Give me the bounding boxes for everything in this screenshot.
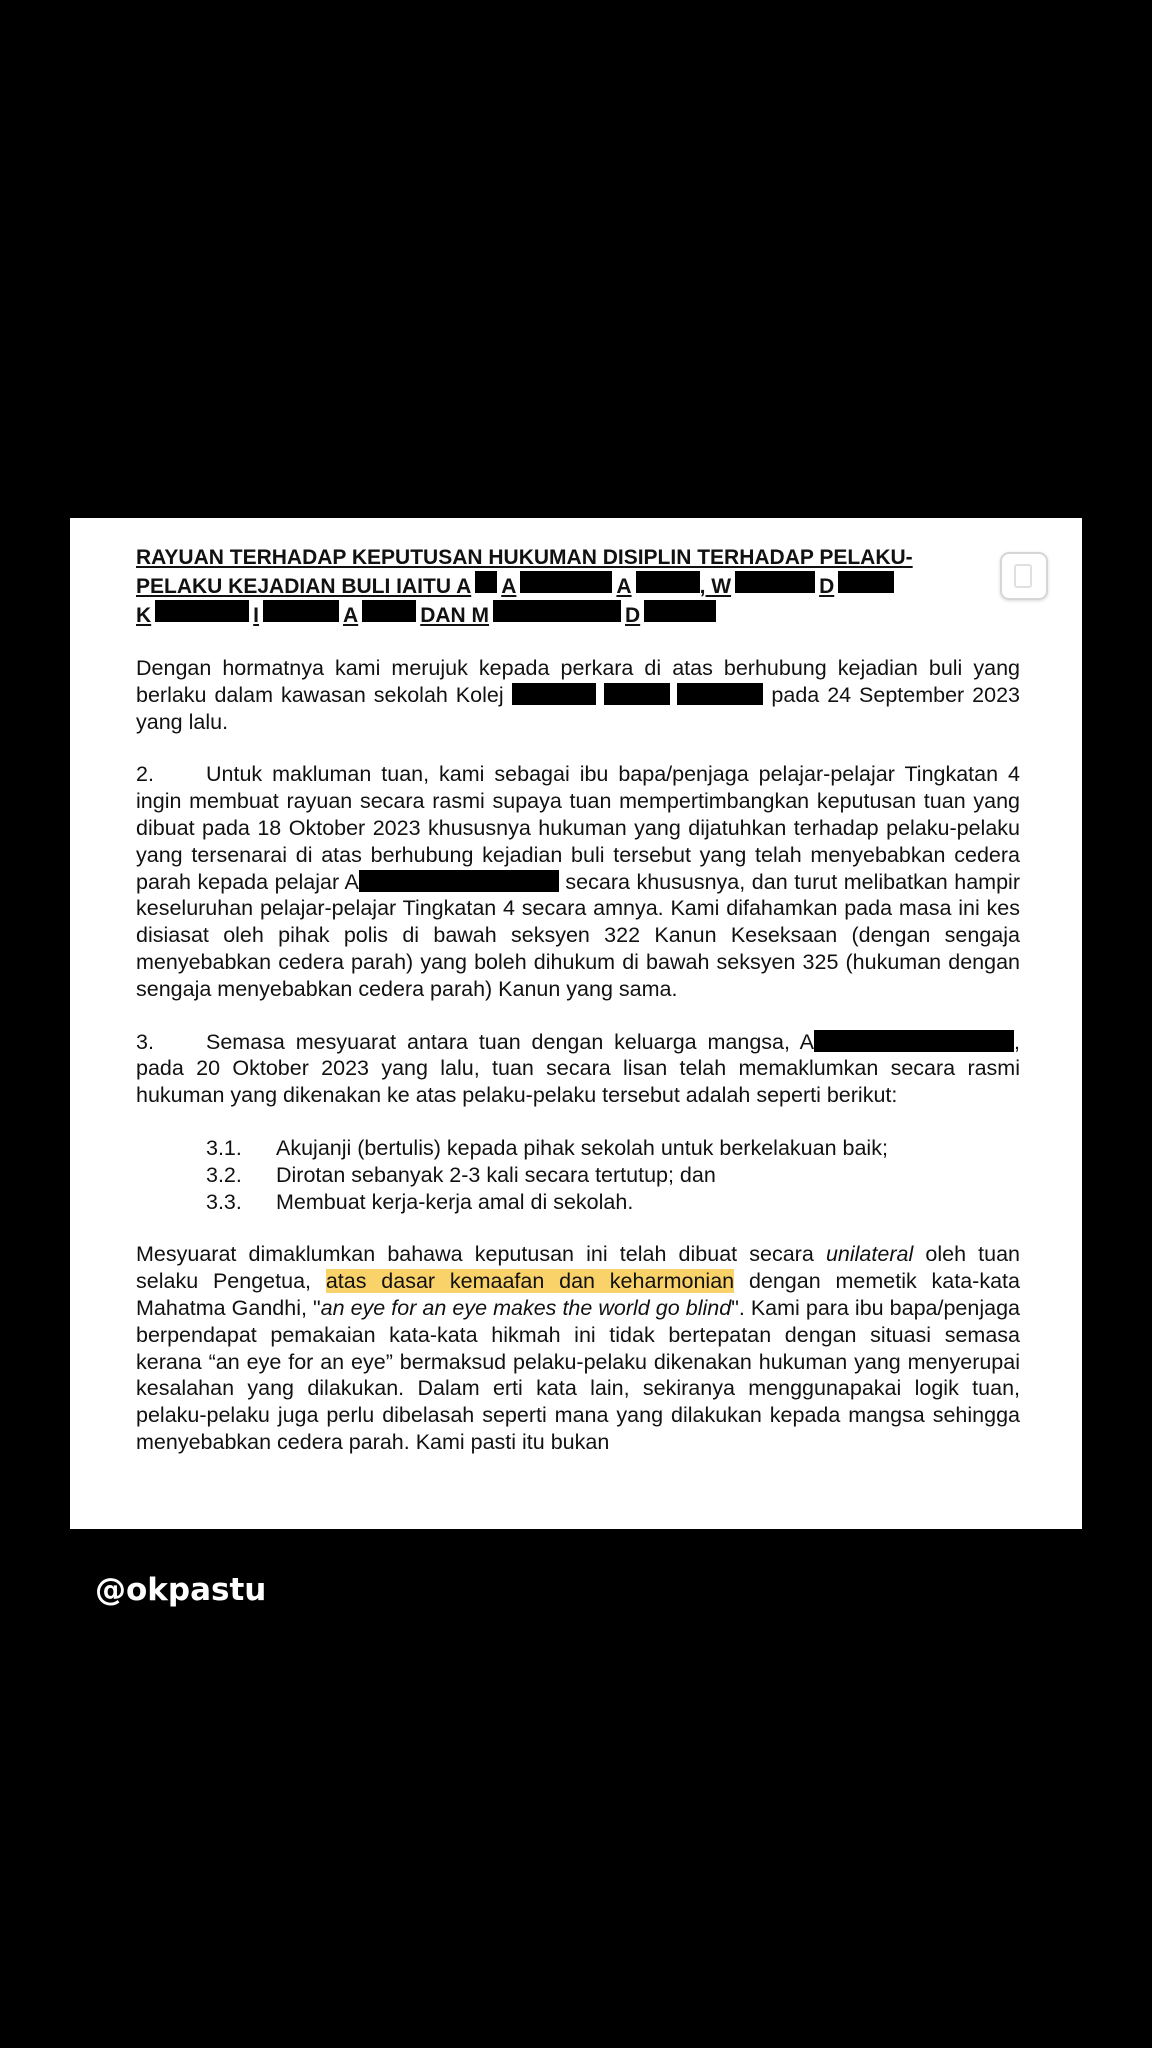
title-line-2 bbox=[136, 571, 1020, 600]
live-text-icon[interactable] bbox=[1000, 552, 1048, 600]
redaction-block bbox=[636, 571, 700, 593]
paragraph-2: 2. Untuk makluman tuan, kami sebagai ibu bapa/penjaga pelajar-pelajar Tingkatan 4 ingin membuat rayuan secara rasmi supaya tuan mempertimbangkan keputusan tuan yang dibuat pada 18 Oktober 2023 khususnya hukuman yang dijatuhkan terhadap pelaku-pelaku yang tersenarai di atas berhubung kejadian buli tersebut yang telah menyebabkan cedera parah kepada pelajar A secara khususnya, dan turut melibatkan hampir keseluruhan pelajar-pelajar Tingkatan 4 secara amnya. Kami difahamkan pada masa ini kes disiasat oleh pihak polis di bawah seksyen 322 Kanun Keseksaan (dengan sengaja menyebabkan cedera parah) yang boleh dihukum di bawah seksyen 325 (hukuman dengan sengaja menyebabkan cedera parah) Kanun yang sama. bbox=[136, 762, 1020, 1001]
title-text-3a: K bbox=[136, 604, 152, 627]
paragraph-1: Dengan hormatnya kami merujuk kepada perkara di atas berhubung kejadian buli yang berlaku dalam kawasan sekolah Kolej pada 24 September 2023 yang lalu. bbox=[136, 656, 1020, 734]
title-text-2a: PELAKU KEJADIAN BULI IAITU A bbox=[136, 575, 472, 598]
redaction-block bbox=[814, 1030, 1014, 1052]
title-text-3d: DAN M bbox=[420, 604, 490, 627]
redaction-block bbox=[475, 571, 497, 593]
penalty-list bbox=[206, 1135, 1020, 1215]
list-item: 3.3. Membuat kerja-kerja amal di sekolah. bbox=[206, 1189, 634, 1214]
title-line-1 bbox=[136, 545, 1020, 571]
paragraph-4: Mesyuarat dimaklumkan bahawa keputusan ini telah dibuat secara unilateral oleh tuan selaku Pengetua, atas dasar kemaafan dan keharmonian dengan memetik kata-kata Mahatma Gandhi, "an eye for an eye makes the world go blind". Kami para ibu bapa/penjaga berpendapat pemakaian kata-kata hikmah ini tidak bertepatan dengan situasi semasa kerana “an eye for an eye” bermaksud pelaku-pelaku dikenakan hukuman yang menyerupai kesalahan yang dilakukan. Dalam erti kata lain, sekiranya menggunapakai logik tuan, pelaku-pelaku juga perlu dibelasah seperti mana yang dilakukan kepada mangsa sehingga menyebabkan cedera parah. Kami pasti itu bukan bbox=[136, 1242, 1021, 1454]
highlighted-text: atas dasar kemaafan dan keharmonian bbox=[325, 1269, 735, 1294]
redaction-block bbox=[512, 683, 596, 705]
document-title bbox=[136, 545, 1020, 629]
title-text-2e: D bbox=[819, 575, 835, 598]
redaction-block bbox=[677, 683, 763, 705]
title-text-2d: , W bbox=[699, 575, 732, 598]
redaction-block bbox=[644, 600, 716, 622]
paragraph-3: 3. Semasa mesyuarat antara tuan dengan keluarga mangsa, A , pada 20 Oktober 2023 yang lalu, tuan secara lisan telah memaklumkan secara rasmi hukuman yang dikenakan ke atas pelaku-pelaku tersebut adalah seperti berikut: bbox=[136, 1029, 1020, 1108]
redaction-block bbox=[263, 600, 339, 622]
list-item: 3.1. Akujanji (bertulis) kepada pihak sekolah untuk berkelakuan baik; bbox=[206, 1135, 888, 1160]
redaction-block bbox=[604, 683, 670, 705]
title-text-2c: A bbox=[616, 575, 632, 598]
title-text-1: RAYUAN TERHADAP KEPUTUSAN HUKUMAN DISIPLIN TERHADAP PELAKU- bbox=[136, 546, 913, 569]
redaction-block bbox=[493, 600, 621, 622]
redaction-block bbox=[155, 600, 249, 622]
list-item: 3.2. Dirotan sebanyak 2-3 kali secara tertutup; dan bbox=[206, 1162, 716, 1187]
redaction-block bbox=[362, 600, 416, 622]
redaction-block bbox=[359, 870, 559, 892]
paragraph-number: 2. bbox=[136, 762, 154, 787]
title-text-3c: A bbox=[343, 604, 359, 627]
title-line-3 bbox=[136, 600, 1020, 629]
title-text-3b: I bbox=[253, 604, 260, 627]
title-text-3e: D bbox=[625, 604, 641, 627]
redaction-block bbox=[838, 571, 894, 593]
title-text-2b: A bbox=[501, 575, 517, 598]
document-content bbox=[136, 545, 1020, 1456]
paragraph-number: 3. bbox=[136, 1029, 154, 1054]
redaction-block bbox=[520, 571, 612, 593]
social-handle: @okpastu bbox=[95, 1572, 267, 1608]
document-page bbox=[70, 518, 1082, 1529]
redaction-block bbox=[735, 571, 815, 593]
